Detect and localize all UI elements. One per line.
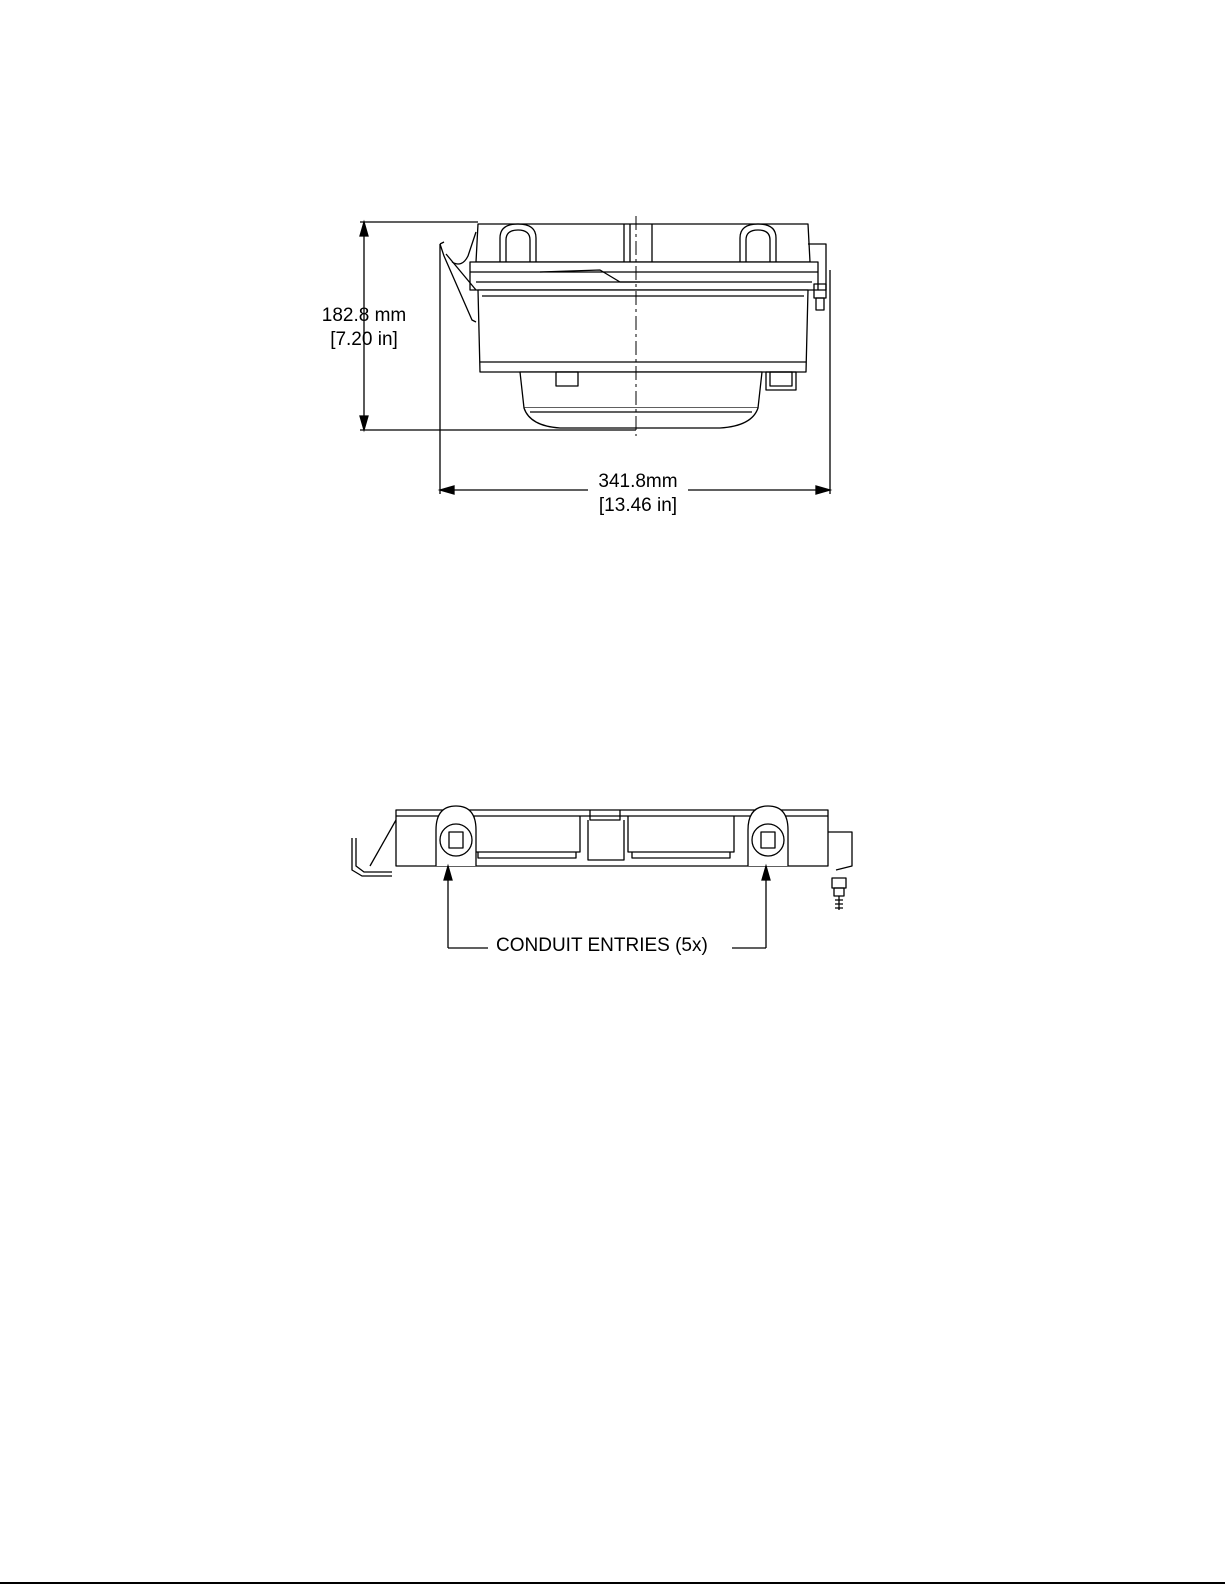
- conduit-entries-callout: CONDUIT ENTRIES (5x): [490, 935, 714, 957]
- bottom-view-fixture: [352, 806, 852, 910]
- width-dimension-label: [588, 470, 688, 518]
- width-dimension-metric: 341.8mm: [598, 471, 678, 492]
- height-dimension-metric: 182.8 mm: [321, 305, 407, 326]
- height-dimension-imperial: [7.20 in]: [330, 329, 398, 350]
- footer-rule: [0, 1582, 1225, 1584]
- width-dimension-imperial: [13.46 in]: [598, 495, 678, 516]
- height-dimension-label: [316, 304, 412, 352]
- side-view-fixture: [440, 216, 826, 436]
